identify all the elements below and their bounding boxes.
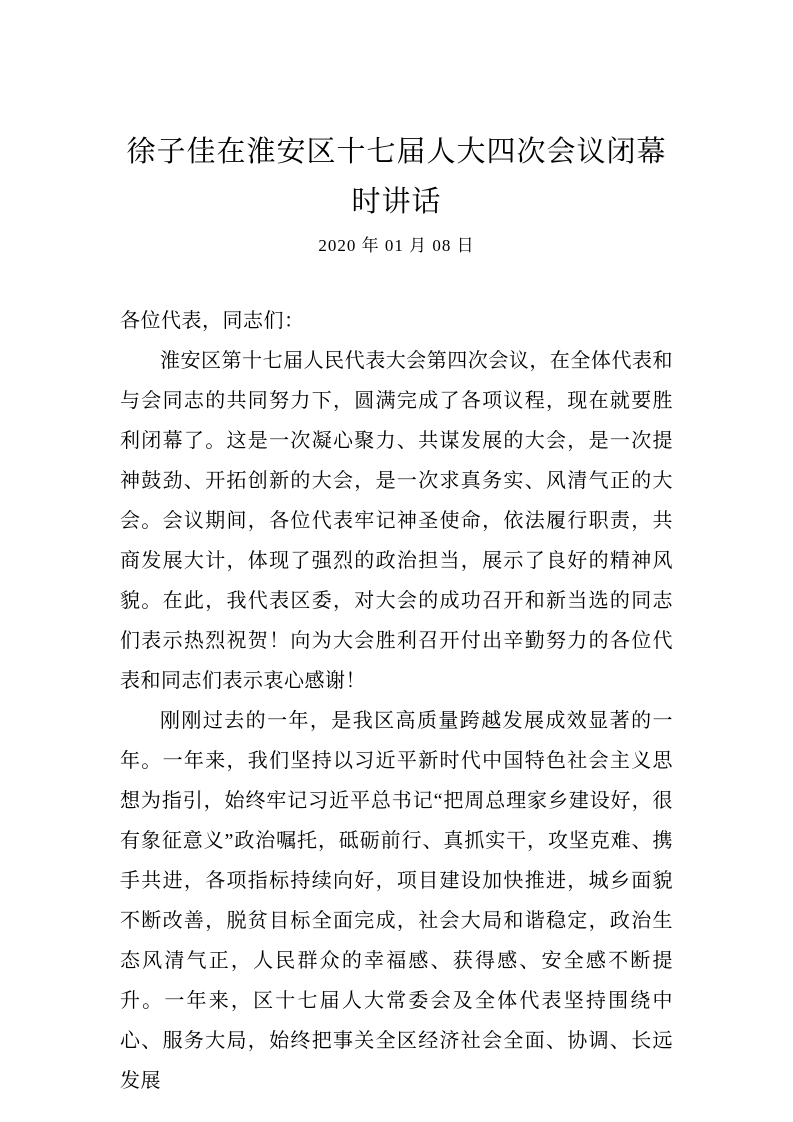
body-paragraph: 淮安区第十七届人民代表大会第四次会议，在全体代表和与会同志的共同努力下，圆满完成了各项议程，现在就要胜利闭幕了。这是一次凝心聚力、共谋发展的大会，是一次提神鼓劲、开拓创新的大会，是一次求真务实、风清气正的大会。会议期间，各位代表牢记神圣使命，依法履行职责，共商发展大计，体现了强烈的政治担当，展示了良好的精神风貌。在此，我代表区委，对大会的成功召开和新当选的同志们表示热烈祝贺！向为大会胜利召开付出辛勤努力的各位代表和同志们表示衷心感谢！ [120, 350, 673, 692]
body-paragraph: 刚刚过去的一年，是我区高质量跨越发展成效显著的一年。一年来，我们坚持以习近平新时代中国特色社会主义思想为指引，始终牢记习近平总书记“把周总理家乡建设好，很有象征意义”政治嘱托，砥砺前行、真抓实干，攻坚克难、携手共进，各项指标持续向好，项目建设加快推进，城乡面貌不断改善，脱贫目标全面完成，社会大局和谐稳定，政治生态风清气正，人民群众的幸福感、获得感、安全感不断提升。一年来，区十七届人大常委会及全体代表坚持围绕中心、服务大局，始终把事关全区经济社会全面、协调、长远发展 [120, 710, 673, 1092]
document-date: 2020 年 01 月 08 日 [318, 236, 475, 255]
document-body [120, 301, 673, 1101]
salutation-line: 各位代表，同志们： [120, 310, 305, 332]
document-title: 徐子佳在淮安区十七届人大四次会议闭幕时讲话 [126, 136, 667, 218]
